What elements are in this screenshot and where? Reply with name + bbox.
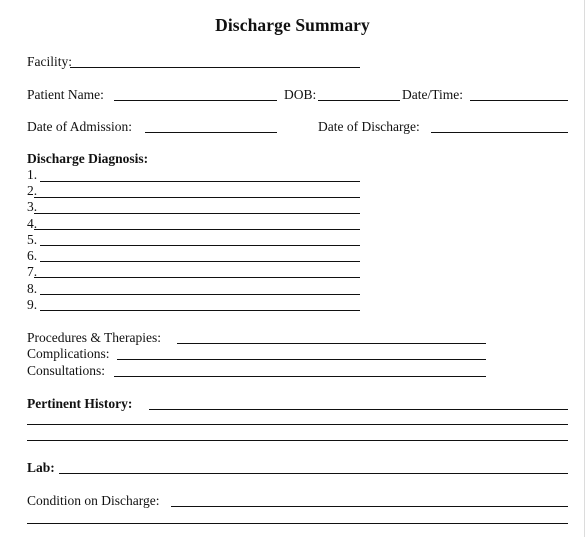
procedures-therapies-label: Procedures & Therapies: (27, 330, 161, 345)
dob-label: DOB: (284, 87, 317, 102)
diagnosis-line-2[interactable] (34, 197, 360, 198)
complications-field[interactable] (117, 359, 486, 360)
diagnosis-line-1[interactable] (40, 181, 360, 182)
form-title: Discharge Summary (215, 15, 370, 35)
patient-name-label: Patient Name: (27, 87, 104, 102)
diagnosis-item-number: 5. (27, 232, 38, 247)
lab-heading: Lab: (27, 460, 55, 475)
date-of-admission-field[interactable] (145, 132, 277, 133)
pertinent-history-line-3[interactable] (27, 440, 568, 441)
condition-on-discharge-field[interactable] (171, 506, 568, 507)
complications-label: Complications: (27, 346, 110, 361)
diagnosis-item-number: 3. (27, 199, 38, 214)
diagnosis-item-number: 6. (27, 248, 38, 263)
patient-name-field[interactable] (114, 100, 277, 101)
date-time-field[interactable] (470, 100, 568, 101)
date-of-discharge-label: Date of Discharge: (318, 119, 420, 134)
diagnosis-line-5[interactable] (40, 245, 360, 246)
dob-field[interactable] (318, 100, 400, 101)
pertinent-history-heading: Pertinent History: (27, 396, 133, 411)
condition-on-discharge-label: Condition on Discharge: (27, 493, 160, 508)
diagnosis-item-number: 9. (27, 297, 38, 312)
lab-field[interactable] (59, 473, 568, 474)
consultations-field[interactable] (114, 376, 486, 377)
diagnosis-line-9[interactable] (40, 310, 360, 311)
diagnosis-line-7[interactable] (34, 277, 360, 278)
pertinent-history-line-2[interactable] (27, 424, 568, 425)
diagnosis-line-3[interactable] (34, 213, 360, 214)
consultations-label: Consultations: (27, 363, 106, 378)
date-of-admission-label: Date of Admission: (27, 119, 132, 134)
pertinent-history-field[interactable] (149, 409, 568, 410)
diagnosis-item-number: 8. (27, 281, 38, 296)
diagnosis-item-number: 2. (27, 183, 38, 198)
discharge-diagnosis-heading: Discharge Diagnosis: (27, 151, 149, 166)
facility-field[interactable] (70, 67, 360, 68)
condition-on-discharge-line-2[interactable] (27, 523, 568, 524)
diagnosis-line-4[interactable] (34, 229, 360, 230)
facility-label: Facility: (27, 54, 72, 69)
date-of-discharge-field[interactable] (431, 132, 568, 133)
date-time-label: Date/Time: (402, 87, 464, 102)
procedures-therapies-field[interactable] (177, 343, 486, 344)
diagnosis-line-6[interactable] (40, 261, 360, 262)
diagnosis-item-number: 1. (27, 167, 38, 182)
diagnosis-item-number: 4. (27, 216, 38, 231)
diagnosis-item-number: 7. (27, 264, 38, 279)
diagnosis-line-8[interactable] (40, 294, 360, 295)
